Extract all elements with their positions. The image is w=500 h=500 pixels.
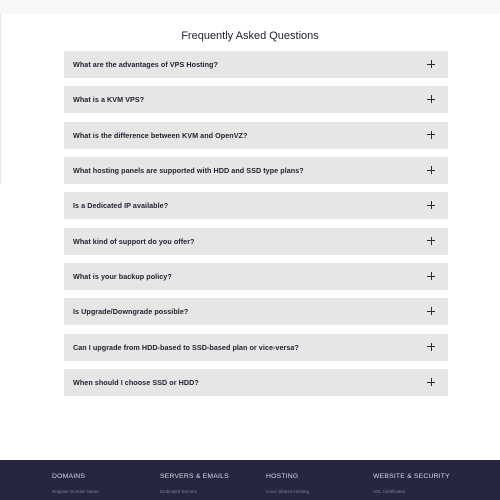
faq-item-kvm-vps[interactable] — [64, 86, 448, 113]
faq-item-vps-advantages[interactable] — [64, 51, 448, 78]
faq-question: What hosting panels are supported with HDD and SSD type plans? — [73, 166, 304, 176]
site-footer — [0, 460, 500, 500]
footer-link[interactable]: Register Domain Name — [52, 489, 99, 494]
footer-link[interactable]: Dedicated Servers — [160, 489, 198, 494]
faq-item-upgrade-downgrade[interactable] — [64, 298, 448, 325]
footer-column-title: SERVERS & EMAILS — [160, 473, 229, 480]
plus-icon[interactable] — [427, 237, 435, 245]
faq-list — [64, 51, 448, 404]
faq-item-hdd-to-ssd[interactable] — [64, 334, 448, 361]
faq-title: Frequently Asked Questions — [181, 30, 319, 42]
plus-icon[interactable] — [427, 60, 435, 68]
faq-question: What are the advantages of VPS Hosting? — [73, 60, 218, 69]
faq-section — [0, 14, 500, 460]
faq-question: What is a KVM VPS? — [73, 95, 145, 105]
faq-item-kvm-vs-openvz[interactable] — [64, 122, 448, 149]
plus-icon[interactable] — [427, 95, 435, 103]
footer-link[interactable]: SSL Certificates — [373, 489, 406, 494]
plus-icon[interactable] — [427, 307, 435, 315]
faq-item-backup-policy[interactable] — [64, 263, 448, 290]
faq-item-support[interactable] — [64, 228, 448, 255]
faq-question: What is the difference between KVM and OpenVZ? — [73, 130, 248, 140]
plus-icon[interactable] — [427, 131, 435, 139]
faq-item-hosting-panels[interactable] — [64, 157, 448, 184]
faq-question: Can I upgrade from HDD-based to SSD-based plan or vice-versa? — [73, 342, 299, 352]
faq-item-ssd-or-hdd[interactable] — [64, 369, 448, 396]
plus-icon[interactable] — [427, 201, 435, 209]
footer-column-title: DOMAINS — [52, 473, 86, 480]
footer-column-domains — [52, 473, 99, 494]
faq-question: When should I choose SSD or HDD? — [73, 378, 199, 388]
faq-question: What is your backup policy? — [73, 272, 172, 282]
footer-column-hosting — [266, 473, 309, 494]
footer-column-title: WEBSITE & SECURITY — [373, 473, 450, 480]
faq-question: Is a Dedicated IP available? — [73, 201, 169, 211]
footer-column-website-security — [373, 473, 450, 494]
plus-icon[interactable] — [427, 166, 435, 174]
plus-icon[interactable] — [427, 272, 435, 280]
faq-question: Is Upgrade/Downgrade possible? — [73, 307, 189, 317]
footer-link[interactable]: Linux Shared Hosting — [266, 489, 310, 494]
plus-icon[interactable] — [427, 378, 435, 386]
faq-question: What kind of support do you offer? — [73, 236, 195, 246]
plus-icon[interactable] — [427, 343, 435, 351]
top-band — [0, 0, 500, 14]
footer-column-servers-emails — [160, 473, 229, 494]
footer-column-title: HOSTING — [266, 473, 299, 480]
faq-item-dedicated-ip[interactable] — [64, 192, 448, 219]
